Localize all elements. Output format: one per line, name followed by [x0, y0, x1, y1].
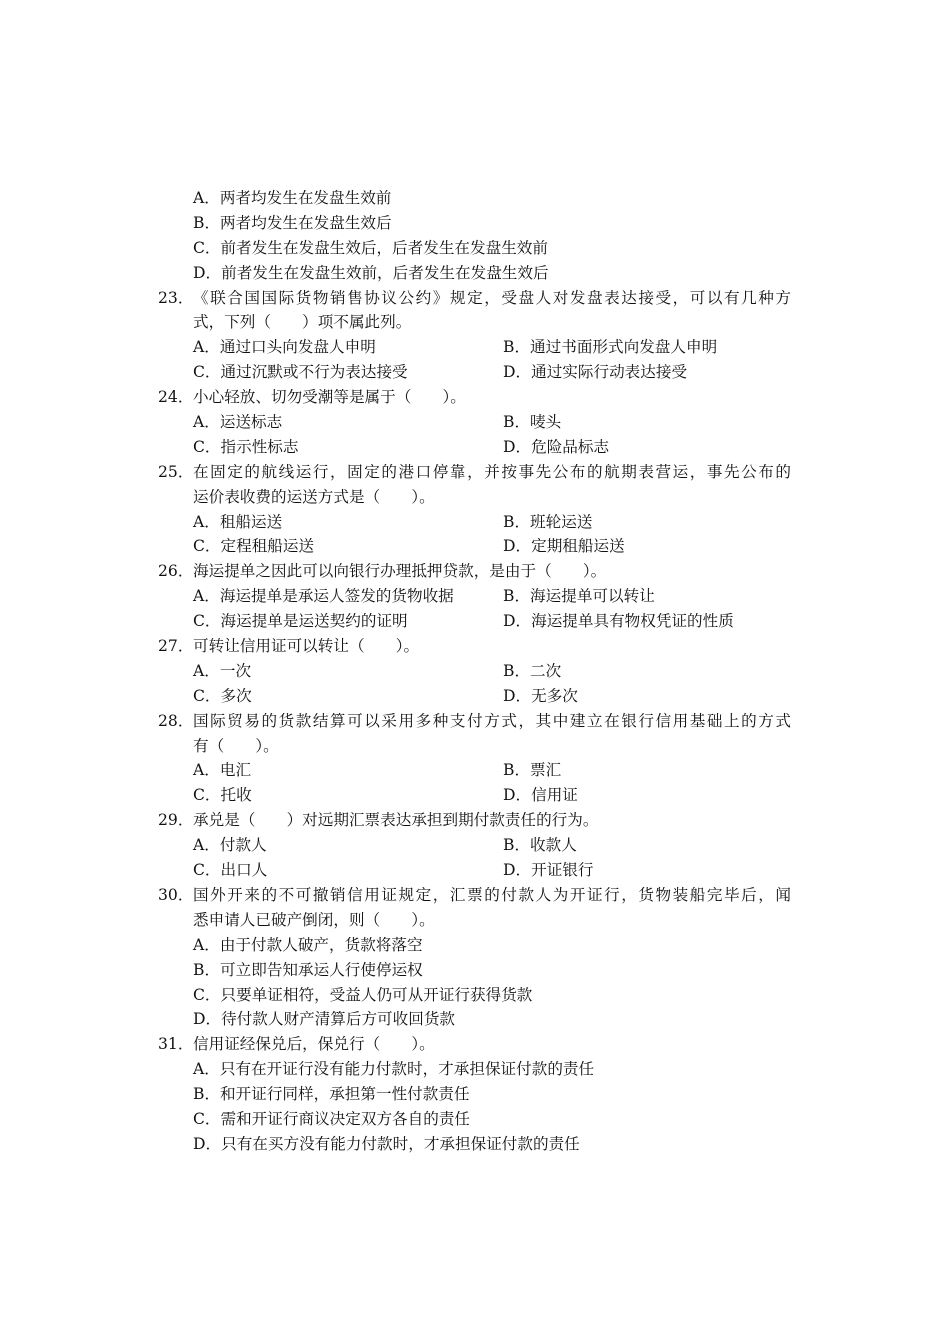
answer-option: A．一次: [193, 661, 252, 680]
answer-option: A．只有在开证行没有能力付款时，才承担保证付款的责任: [193, 1060, 595, 1079]
answer-option: C．出口人: [193, 861, 268, 880]
question-line: [0, 286, 950, 311]
answer-option: B．海运提单可以转让: [503, 587, 655, 606]
question-stem: 可转让信用证可以转让（ ）。: [193, 637, 420, 656]
answer-option: C．托收: [193, 786, 252, 805]
question-stem: 运价表收费的运送方式是（ ）。: [193, 487, 435, 506]
answer-option: D．定期租船运送: [503, 537, 625, 556]
option-line: [0, 261, 950, 286]
answer-option: D．无多次: [503, 686, 578, 705]
question-number: 31．: [158, 1035, 194, 1054]
question-number: 24．: [158, 388, 194, 407]
question-line: [0, 559, 950, 584]
answer-option: C．前者发生在发盘生效后，后者发生在发盘生效前: [193, 238, 548, 257]
answer-option: C．只要单证相符，受益人仍可从开证行获得货款: [193, 985, 533, 1004]
answer-option: D．开证银行: [503, 861, 594, 880]
question-line: [0, 385, 950, 410]
question-number: 23．: [158, 288, 194, 307]
answer-option: B．通过书面形式向发盘人申明: [503, 338, 718, 357]
question-line: [0, 734, 950, 759]
option-line: [0, 933, 950, 958]
answer-option: C．海运提单是运送契约的证明: [193, 612, 408, 631]
answer-option: C．多次: [193, 686, 252, 705]
option-line: [0, 335, 950, 360]
option-line: [0, 435, 950, 460]
answer-option: C．定程租船运送: [193, 537, 315, 556]
question-line: [0, 883, 950, 908]
question-stem: 海运提单之因此可以向银行办理抵押贷款，是由于（ ）。: [193, 562, 607, 581]
answer-option: D．危险品标志: [503, 437, 610, 456]
answer-option: D．通过实际行动表达接受: [503, 363, 688, 382]
option-line: [0, 659, 950, 684]
answer-option: B．两者均发生在发盘生效后: [193, 213, 392, 232]
option-line: [0, 684, 950, 709]
question-number: 25．: [158, 462, 194, 481]
question-stem: 悉申请人已破产倒闭，则（ ）。: [193, 910, 435, 929]
option-line: [0, 510, 950, 535]
answer-option: B．唛头: [503, 413, 562, 432]
question-line: [0, 460, 950, 485]
question-line: [0, 808, 950, 833]
answer-option: C．通过沉默或不行为表达接受: [193, 363, 408, 382]
question-stem: 式，下列（ ）项不属此列。: [193, 313, 412, 332]
option-line: [0, 783, 950, 808]
answer-option: B．收款人: [503, 836, 577, 855]
option-line: [0, 1132, 950, 1157]
answer-option: D．只有在买方没有能力付款时，才承担保证付款的责任: [193, 1134, 580, 1153]
answer-option: C．需和开证行商议决定双方各自的责任: [193, 1109, 471, 1128]
question-line: [0, 709, 950, 734]
answer-option: A．由于付款人破产，货款将落空: [193, 935, 423, 954]
option-line: [0, 958, 950, 983]
answer-option: A．运送标志: [193, 413, 283, 432]
answer-option: B．和开证行同样，承担第一性付款责任: [193, 1085, 470, 1104]
option-line: [0, 833, 950, 858]
question-stem: 小心轻放、切勿受潮等是属于（ ）。: [193, 388, 466, 407]
option-line: [0, 360, 950, 385]
question-number: 26．: [158, 562, 194, 581]
option-line: [0, 584, 950, 609]
option-line: [0, 1107, 950, 1132]
question-stem: 在固定的航线运行，固定的港口停靠，并按事先公布的航期表营运，事先公布的: [193, 462, 791, 481]
answer-option: A．通过口头向发盘人申明: [193, 338, 376, 357]
answer-option: A．电汇: [193, 761, 252, 780]
answer-option: A．付款人: [193, 836, 267, 855]
option-line: [0, 609, 950, 634]
question-stem: 《联合国国际货物销售协议公约》规定，受盘人对发盘表达接受，可以有几种方: [193, 288, 791, 307]
question-stem: 国外开来的不可撤销信用证规定，汇票的付款人为开证行，货物装船完毕后，闻: [193, 885, 791, 904]
question-line: [0, 310, 950, 335]
answer-option: C．指示性标志: [193, 437, 299, 456]
answer-option: A．租船运送: [193, 512, 283, 531]
question-number: 29．: [158, 811, 194, 830]
answer-option: D．前者发生在发盘生效前，后者发生在发盘生效后: [193, 263, 549, 282]
question-stem: 信用证经保兑后，保兑行（ ）。: [193, 1035, 435, 1054]
option-line: [0, 1082, 950, 1107]
answer-option: D．待付款人财产清算后方可收回货款: [193, 1010, 456, 1029]
option-line: [0, 983, 950, 1008]
option-line: [0, 186, 950, 211]
option-line: [0, 211, 950, 236]
question-line: [0, 1032, 950, 1057]
option-line: [0, 758, 950, 783]
answer-option: B．可立即告知承运人行使停运权: [193, 960, 423, 979]
question-number: 30．: [158, 885, 194, 904]
question-stem: 承兑是（ ）对远期汇票表达承担到期付款责任的行为。: [193, 811, 599, 830]
answer-option: B．班轮运送: [503, 512, 593, 531]
question-line: [0, 908, 950, 933]
question-number: 28．: [158, 711, 194, 730]
exam-page: [0, 186, 950, 1157]
question-line: [0, 634, 950, 659]
answer-option: B．票汇: [503, 761, 562, 780]
option-line: [0, 236, 950, 261]
option-line: [0, 410, 950, 435]
question-stem: 有（ ）。: [193, 736, 279, 755]
option-line: [0, 534, 950, 559]
answer-option: D．海运提单具有物权凭证的性质: [503, 612, 734, 631]
option-line: [0, 858, 950, 883]
question-stem: 国际贸易的货款结算可以采用多种支付方式，其中建立在银行信用基础上的方式: [193, 711, 791, 730]
option-line: [0, 1057, 950, 1082]
question-number: 27．: [158, 637, 194, 656]
answer-option: A．海运提单是承运人签发的货物收据: [193, 587, 454, 606]
option-line: [0, 1007, 950, 1032]
answer-option: D．信用证: [503, 786, 578, 805]
answer-option: A．两者均发生在发盘生效前: [193, 189, 392, 207]
question-line: [0, 485, 950, 510]
answer-option: B．二次: [503, 661, 562, 680]
